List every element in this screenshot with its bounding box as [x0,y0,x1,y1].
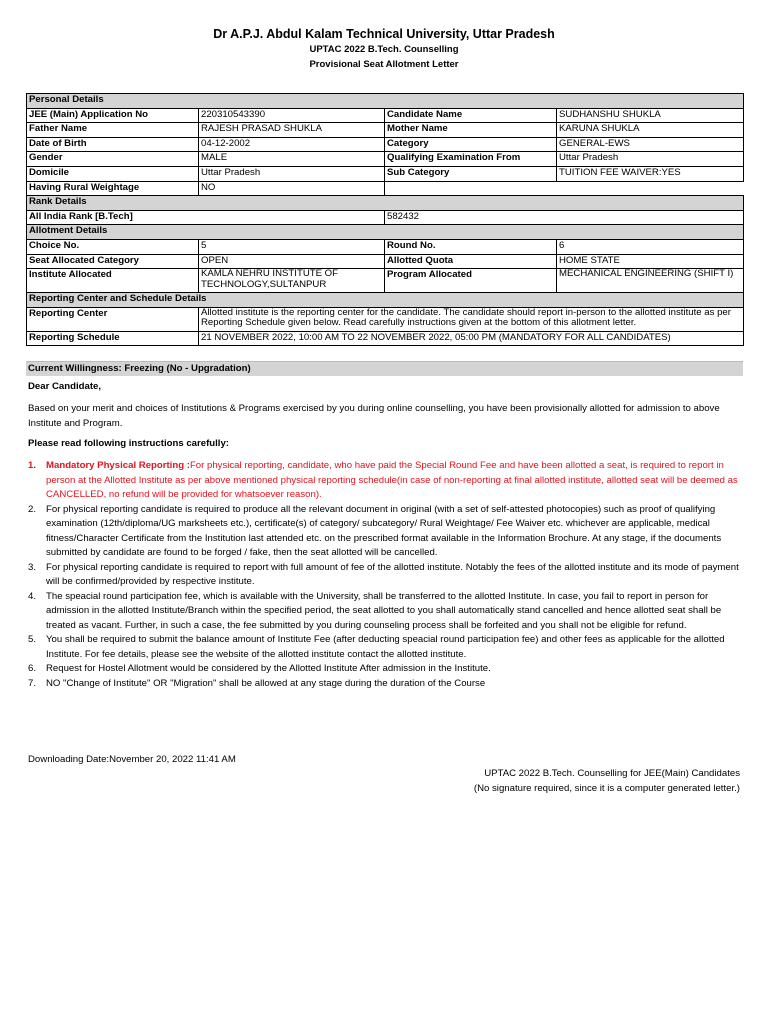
instruction-number: 4. [28,590,37,602]
field-value: 220310543390 [199,108,385,123]
letter-title: Provisional Seat Allotment Letter [309,59,459,70]
table-row [27,239,744,254]
instructions-heading: Please read following instructions carefully: [28,438,229,449]
section-header-personal [27,94,744,109]
field-label: Domicile [27,166,199,181]
instruction-number: 5. [28,634,37,645]
section-title: Rank Details [27,196,744,211]
field-value: KARUNA SHUKLA [557,123,744,138]
field-value: 6 [557,239,744,254]
field-label: Date of Birth [27,137,199,152]
table-row [27,137,744,152]
field-label: Choice No. [27,239,199,254]
field-label: Candidate Name [385,108,557,123]
table-row [27,210,744,225]
field-label: Father Name [27,123,199,138]
instruction-item [28,459,740,503]
salutation: Dear Candidate, [28,381,102,392]
field-label: Institute Allocated [27,269,199,293]
counselling-subtitle: UPTAC 2022 B.Tech. Counselling [309,44,459,55]
field-value: OPEN [199,254,385,269]
instruction-number: 2. [28,503,37,515]
table-row [27,108,744,123]
field-label: Category [385,137,557,152]
footer-line-2: (No signature required, since it is a computer generated letter.) [473,783,740,794]
field-value: Uttar Pradesh [557,152,744,167]
field-label: Qualifying Examination From [385,152,557,167]
section-title: Reporting Center and Schedule Details [27,293,744,308]
downloading-date: Downloading Date:November 20, 2022 11:41 AM [28,754,236,765]
field-value: TUITION FEE WAIVER:YES [557,166,744,181]
table-row [27,254,744,269]
instruction-number: 7. [28,677,37,689]
instruction-item [28,633,740,662]
table-row [27,307,744,331]
instruction-number: 3. [28,561,37,573]
field-value: 21 NOVEMBER 2022, 10:00 AM TO 22 NOVEMBER 2022, 05:00 PM (MANDATORY FOR ALL CANDIDATES) [199,331,744,346]
field-label: Program Allocated [385,269,557,293]
field-label: Mother Name [385,123,557,138]
field-value: SUDHANSHU SHUKLA [557,108,744,123]
field-value: MALE [199,152,385,167]
instruction-text: Request for Hostel Allotment would be considered by the Allotted Institute After admission in the Institute. [46,663,491,674]
instruction-item [28,503,740,561]
instruction-text: For physical reporting candidate is required to produce all the relevant document in original (with a set of self-attested photocopies) such as proof of qualifying examination (12th/diploma/UG marksheets etc.), certificate(s) of category/ subcategory/ Rural Weightage/ Fee Waiver etc. whichever are applicable, medical fitness/Character Certificate from the Institution last attended etc. on the prescribed format available in the Information Brochure. At any stage, if the documents submitted by candidate are found to be forged / fake, then the seat allotted will be cancelled. [46,503,722,558]
instruction-number: 6. [28,663,37,674]
field-value: GENERAL-EWS [557,137,744,152]
instruction-item [28,561,740,590]
table-row [27,123,744,138]
field-value: 04-12-2002 [199,137,385,152]
field-value: NO [199,181,385,196]
instructions-list [28,459,740,691]
empty-cell [385,181,744,196]
field-value: KAMLA NEHRU INSTITUTE OF TECHNOLOGY,SULTANPUR [199,269,385,293]
instruction-number: 1. [28,460,37,471]
field-label: Having Rural Weightage [27,181,199,196]
field-label: Allotted Quota [385,254,557,269]
section-header-allotment [27,225,744,240]
section-title: Personal Details [27,94,744,109]
field-value: Allotted institute is the reporting center for the candidate. The candidate should report in-person to the allotted institute as per Reporting Schedule given below. Read carefully instructions given at the bottom of this allotment letter. [199,307,744,331]
field-value: Uttar Pradesh [199,166,385,181]
instruction-text: The speacial round participation fee, which is available with the University, shall be transferred to the allotted Institute. In case, you fail to report in person for admission in the allotted Institute/Branch within the specified period, the seat allotted to you shall automatically stand cancelled and hence allotted seat shall be treated as vacant. Further, in such a case, the fee submitted by you during counseling process shall be forfeited and you shall not be eligible for refund. [46,590,722,631]
table-row [27,152,744,167]
current-willingness-bar: Current Willingness: Freezing (No - Upgradation) [26,361,743,376]
instruction-text: For physical reporting candidate is required to report with full amount of fee of the allotted institute. Notably the fees of the allotted institute and its mode of payment will be confirmed/provided by respective institute. [46,561,739,587]
allotment-details-table [26,93,744,346]
field-value: MECHANICAL ENGINEERING (SHIFT I) [557,269,744,293]
field-label: Sub Category [385,166,557,181]
field-label: Round No. [385,239,557,254]
section-header-reporting [27,293,744,308]
merit-paragraph: Based on your merit and choices of Institutions & Programs exercised by you during online counselling, you have been provisionally allotted for admission to above Institute and Program. [28,403,720,429]
footer-line-1: UPTAC 2022 B.Tech. Counselling for JEE(Main) Candidates [484,768,740,779]
instruction-item [28,662,740,677]
table-row [27,331,744,346]
instruction-text: For physical reporting, candidate, who have paid the Special Round Fee and have been allotted a seat, is required to report in person at the Allotted Institute as per above mentioned physical reporting schedule(in case of non-reporting at final allotted institute, allotted seat will be deemed as CANCELLED, no refund will be provided for whatsoever reason). [46,460,738,500]
section-header-rank [27,196,744,211]
instruction-text: You shall be required to submit the balance amount of Institute Fee (after deducting speacial round participation fee) and other fees as applicable for the allotted Institute. For fee details, please see the website of the allotted institute contact the allotted institute. [46,634,725,660]
university-title: Dr A.P.J. Abdul Kalam Technical University, Uttar Pradesh [213,27,555,41]
instruction-text: NO "Change of Institute" OR "Migration" shall be allowed at any stage during the duration of the Course [46,677,486,689]
field-value: HOME STATE [557,254,744,269]
field-label: JEE (Main) Application No [27,108,199,123]
instruction-item [28,590,740,634]
field-value: 582432 [385,210,744,225]
field-label: Seat Allocated Category [27,254,199,269]
table-row [27,269,744,293]
field-value: RAJESH PRASAD SHUKLA [199,123,385,138]
instruction-title: Mandatory Physical Reporting : [46,460,190,471]
table-row [27,166,744,181]
instruction-item [28,677,740,692]
table-row [27,181,744,196]
field-label: All India Rank [B.Tech] [27,210,385,225]
field-label: Reporting Schedule [27,331,199,346]
section-title: Allotment Details [27,225,744,240]
field-value: 5 [199,239,385,254]
field-label: Reporting Center [27,307,199,331]
field-label: Gender [27,152,199,167]
